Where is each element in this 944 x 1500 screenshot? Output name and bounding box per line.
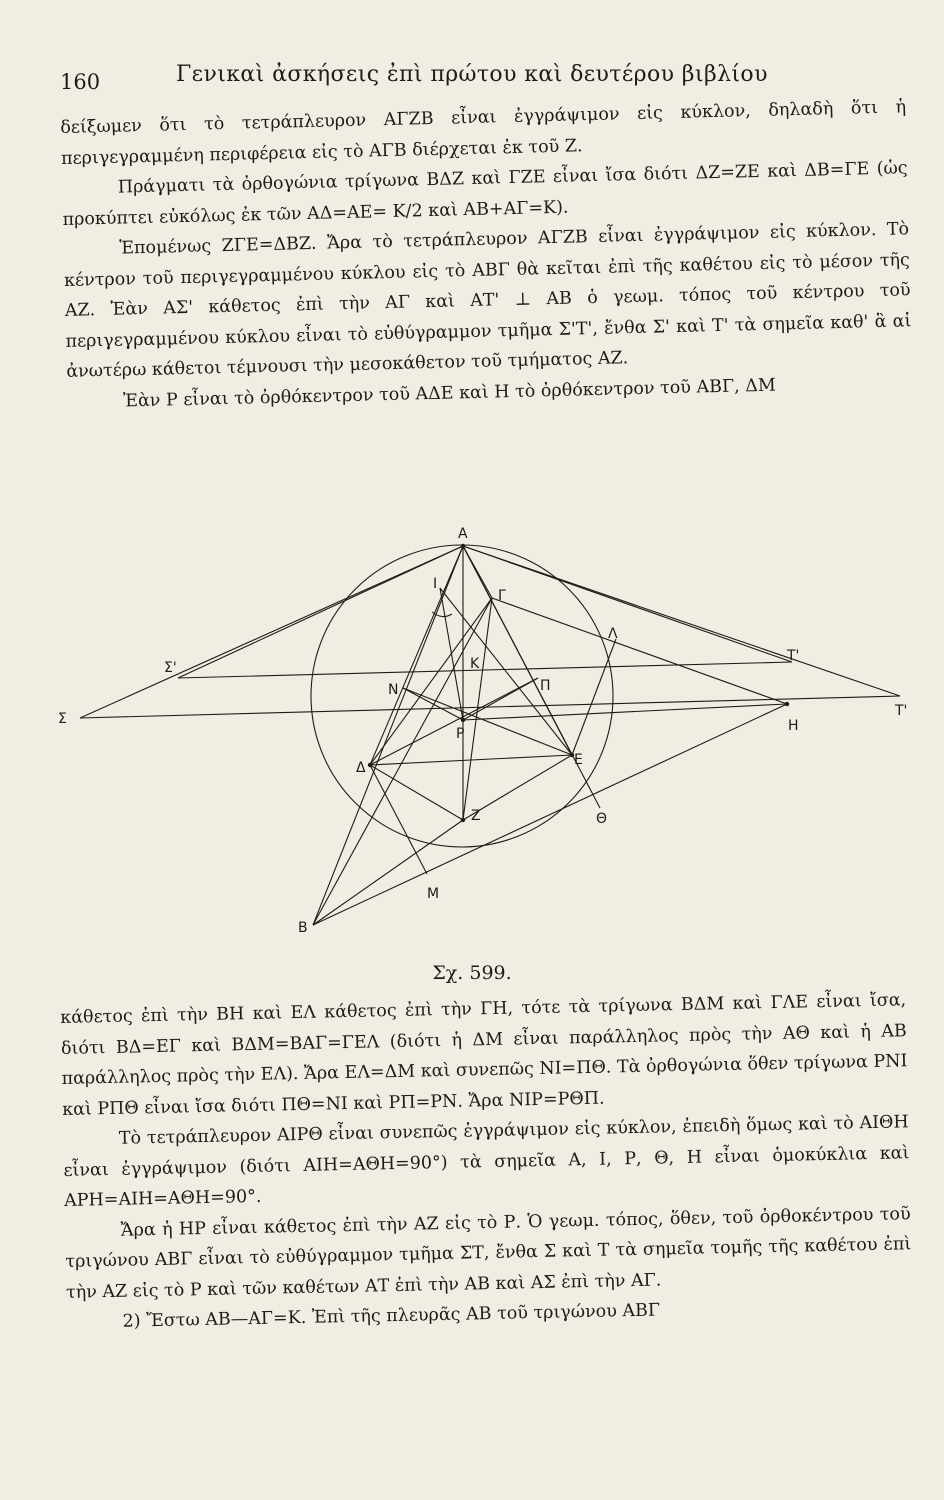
paragraph: κάθετος ἐπὶ τὴν ΒΗ καὶ ΕΛ κάθετος ἐπὶ τὴν ΓΗ, τότε τὰ τρίγωνα ΒΔΜ καὶ ΓΛΕ εἶναι ἴσα, διότι ΒΔ=ΕΓ καὶ ΒΔΜ=ΒΑΓ=ΓΕΛ (διότι ἡ ΔΜ εἶναι παράλληλος πρὸς τὴν ΑΘ καὶ ἡ ΑΒ παράλληλος πρὸς τὴν ΕΛ). Ἄρα ΕΛ=ΔΜ καὶ συνεπῶς ΝΙ=ΠΘ. Τὰ ὀρθογώνια ὅθεν τρίγωνα ΡΝΙ καὶ ΡΠΘ εἶναι ἴσα διότι ΠΘ=ΝΙ καὶ ΡΠ=ΡΝ. Ἄρα ΝΙΡ=ΡΘΠ.	[60, 990, 908, 1120]
label-g: Γ	[498, 588, 506, 604]
label-s1: Σ'	[164, 660, 177, 676]
line-b-g	[313, 598, 492, 925]
paragraph: 2) Ἔστω ΑΒ—ΑΓ=Κ. Ἐπὶ τῆς πλευρᾶς ΑΒ τοῦ τριγώνου ΑΒΓ	[122, 1300, 661, 1332]
label-n: Ν	[388, 682, 399, 698]
line-n-r	[403, 688, 463, 720]
label-th: Θ	[596, 811, 608, 827]
label-z: Ζ	[471, 808, 481, 824]
line-p-r	[463, 678, 538, 720]
running-title: Γενικαὶ ἀσκήσεις ἐπὶ πρώτου καὶ δευτέρου βιβλίου	[176, 62, 768, 87]
line-b-h	[313, 704, 787, 925]
line-b-z	[313, 820, 463, 925]
line-e-n	[403, 688, 572, 755]
label-m: Μ	[427, 886, 440, 902]
circumcircle	[311, 545, 613, 847]
paragraph: Πράγματι τὰ ὀρθογώνια τρίγωνα ΒΔΖ καὶ ΓΖΕ εἶναι ἴσα διότι ΔΖ=ΖΕ καὶ ΔΒ=ΓΕ (ὡς προκύπτει εὐκόλως ἐκ τῶν ΑΔ=ΑΕ= K/2 καὶ ΑΒ+ΑΓ=Κ).	[62, 158, 908, 230]
label-h: Η	[788, 718, 799, 734]
line-s1-t1	[178, 662, 792, 678]
line-s-t	[80, 696, 900, 718]
label-b: Β	[298, 920, 308, 936]
label-l: Λ	[608, 626, 618, 642]
label-s: Σ	[58, 711, 67, 727]
figure-svg	[60, 520, 920, 950]
geometry-figure	[60, 520, 920, 950]
line-a-th	[463, 546, 600, 808]
paragraph: Ἑπομένως ΖΓΕ=ΔΒΖ. Ἄρα τὸ τετράπλευρον ΑΓΖΒ εἶναι ἐγγράψιμον εἰς κύκλον. Τὸ κέντρον τοῦ περιγεγραμμένου κύκλου εἰς τὸ ΑΒΓ θὰ κεῖται ἐπὶ τῆς καθέτου εἰς τὸ μέσον τῆς ΑΖ. Ἐὰν ΑΣ' κάθετος ἐπὶ τὴν ΑΓ καὶ ΑΤ' ⊥ ΑΒ ὁ γεωμ. τόπος τοῦ κέντρου τοῦ περιγεγραμμένου κύκλου εἶναι τὸ εὐθύγραμμον τμῆμα Σ'Τ', ἔνθα Σ' καὶ Τ' τὰ σημεῖα καθ' ἃ αἱ ἀνωτέρω κάθετοι τέμνουσι τὴν μεσοκάθετον τοῦ τμήματος ΑΖ.	[63, 219, 912, 382]
line-a-d	[370, 546, 463, 765]
label-t: Τ'	[895, 703, 908, 719]
label-t1: Τ'	[787, 648, 800, 664]
label-a: Α	[458, 526, 468, 542]
paragraph: Ἄρα ἡ ΗΡ εἶναι κάθετος ἐπὶ τὴν ΑΖ εἰς τὸ Ρ. Ὁ γεωμ. τόπος, ὅθεν, τοῦ ὀρθοκέντρου τοῦ τριγώνου ΑΒΓ εἶναι τὸ εὐθύγραμμον τμῆμα ΣΤ, ἔνθα Σ καὶ Τ τὰ σημεῖα τομῆς τῆς καθέτου ἐπὶ τὴν ΑΖ εἰς τὸ Ρ καὶ τῶν καθέτων ΑΤ ἐπὶ τὴν ΑΒ καὶ ΑΣ ἐπὶ τὴν ΑΓ.	[65, 1203, 912, 1303]
text-block-top	[60, 92, 913, 418]
label-r: Ρ	[456, 726, 465, 742]
page-number: 160	[60, 70, 101, 94]
label-e: Ε	[574, 752, 583, 768]
line-a-t	[463, 546, 900, 696]
figure-caption: Σχ. 599.	[432, 962, 512, 984]
label-k: Κ	[470, 656, 480, 672]
label-p: Π	[540, 678, 551, 694]
text-block-bottom	[60, 985, 913, 1338]
label-d: Δ	[356, 760, 366, 776]
paragraph: Τὸ τετράπλευρον ΑΙΡΘ εἶναι συνεπῶς ἐγγράψιμον εἰς κύκλον, ἐπειδὴ ὅμως καὶ τὸ ΑΙΘΗ εἶναι ἐγγράψιμον (διότι ΑΙΗ=ΑΘΗ=90°) τὰ σημεῖα Α, Ι, Ρ, Θ, Η εἶναι ὁμοκύκλια καὶ ΑΡΗ=ΑΙΗ=ΑΘΗ=90°.	[63, 1112, 910, 1211]
label-i: Ι	[433, 576, 438, 592]
line-e-l	[572, 639, 616, 755]
line-g-h	[492, 598, 787, 704]
paragraph: Ἐὰν Ρ εἶναι τὸ ὀρθόκεντρον τοῦ ΑΔΕ καὶ Η τὸ ὀρθόκεντρον τοῦ ΑΒΓ, ΔΜ	[122, 375, 777, 412]
paragraph: δείξωμεν ὅτι τὸ τετράπλευρον ΑΓΖΒ εἶναι ἐγγράψιμον εἰς κύκλον, δηλαδὴ ὅτι ἡ περιγεγραμμένη περιφέρεια εἰς τὸ ΑΓΒ διέρχεται ἐκ τοῦ Ζ.	[60, 97, 907, 169]
